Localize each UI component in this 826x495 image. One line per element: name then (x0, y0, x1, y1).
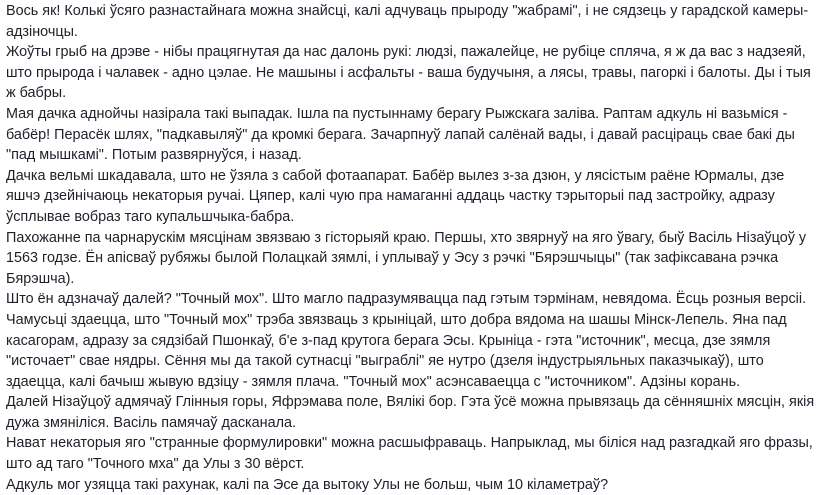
paragraph-mushroom: Жоўты грыб на дрэве - нібы працягнутая да нас далонь рукі: людзі, пажалейце, не рубіце спляча, я ж да вас з надзеяй, што прырода і чалавек - адно цэлае. Не машыны і асфальты - ваша будучыня, а лясы, травы, пагоркі і балоты. Ды і тыя ж бабры. (6, 44, 811, 102)
paragraph-beaver-story: Мая дачка аднойчы назірала такі выпадак. Ішла па пустыннаму берагу Рыжскага заліва. Раптам адкуль ні вазьміся - бабёр! Перасёк шлях, "падкавыляў" да кромкі берага. Зачарпнуў лапай салёнай вады, і давай расціраць свае бакі ды "пад мышкамі". Потым развярнуўся, і назад. (6, 105, 795, 164)
paragraph-distance: Адкуль мог узяцца такі рахунак, калі па Эсе да вытоку Улы не больш, чым 10 кіламетраў? (6, 476, 609, 493)
paragraph-spring: Чамусьці здаецца, што "Точный мох" трэба звязваць з крыніцай, што добра вядома на шашы Мінск-Лепель. Яна пад касагорам, адразу за сядзібай Пшонкаў, б'е з-пад крутога берага Эсы. Крыніца - гэта "источник", месца, дзе зямля "источает" свае нядры. Сёння мы да такой сутнасці "выграблі" яе нутро (дзеля індустрыяльных паказчыкаў), што здаецца, калі бачыш жывую вдзіцу - зямля плача. "Точный мох" асэнсаваецца с "источником". Адзіны корань. (6, 311, 787, 390)
paragraph-formulations: Нават некаторыя яго "странные формулировки" можна расшыфраваць. Напрыклад, мы біліся над разгадкай яго фразы, што ад таго "Точного мха" да Улы з 30 вёрст. (6, 435, 813, 473)
paragraph-intro: Вось як! Колькі ўсяго разнастайнага можна знайсці, калі адчуваць прыроду "жабрамі", і не сядзець у гарадской камеры-адзіночцы. (6, 3, 809, 40)
paragraph-daughter: Дачка вельмі шкадавала, што не ўзяла з сабой фотаапарат. Бабёр вылез з-за дзюн, у лясістым раёне Юрмалы, дзе яшчэ дзейнічаюць некаторыя ручаі. Цяпер, калі чую пра намаганні аддаць частку тэрыторыі пад застройку, адразу ўсплывае вобраз таго купальшчыка-бабра. (6, 167, 785, 225)
paragraph-question: Што ён адзначаў далей? "Точный мох". Што магло падразумявацца пад гэтым тэрмінам, невядома. Ёсць розныя версіі. (6, 291, 807, 308)
paragraph-history: Пахожанне па чарнарускім мясцінам звязваю з гісторыяй краю. Першы, хто звярнуў на яго ўвагу, быў Васіль Нізаўцоў у 1563 годзе. Ён апісваў рубяжы былой Полацкай зямлі, і уплываў у Эсу з рэчкі "Бярэшчыцы" (так зафіксавана рэчка Бярэшча). (6, 229, 807, 287)
paragraph-places: Далей Нізаўцоў адмячаў Глінныя горы, Яфрэмава поле, Вялікі бор. Гэта ўсё можна прывязаць да сённяшніх мясцін, якія дужа змяніліся. Васіль памячаў дасканала. (6, 394, 815, 431)
